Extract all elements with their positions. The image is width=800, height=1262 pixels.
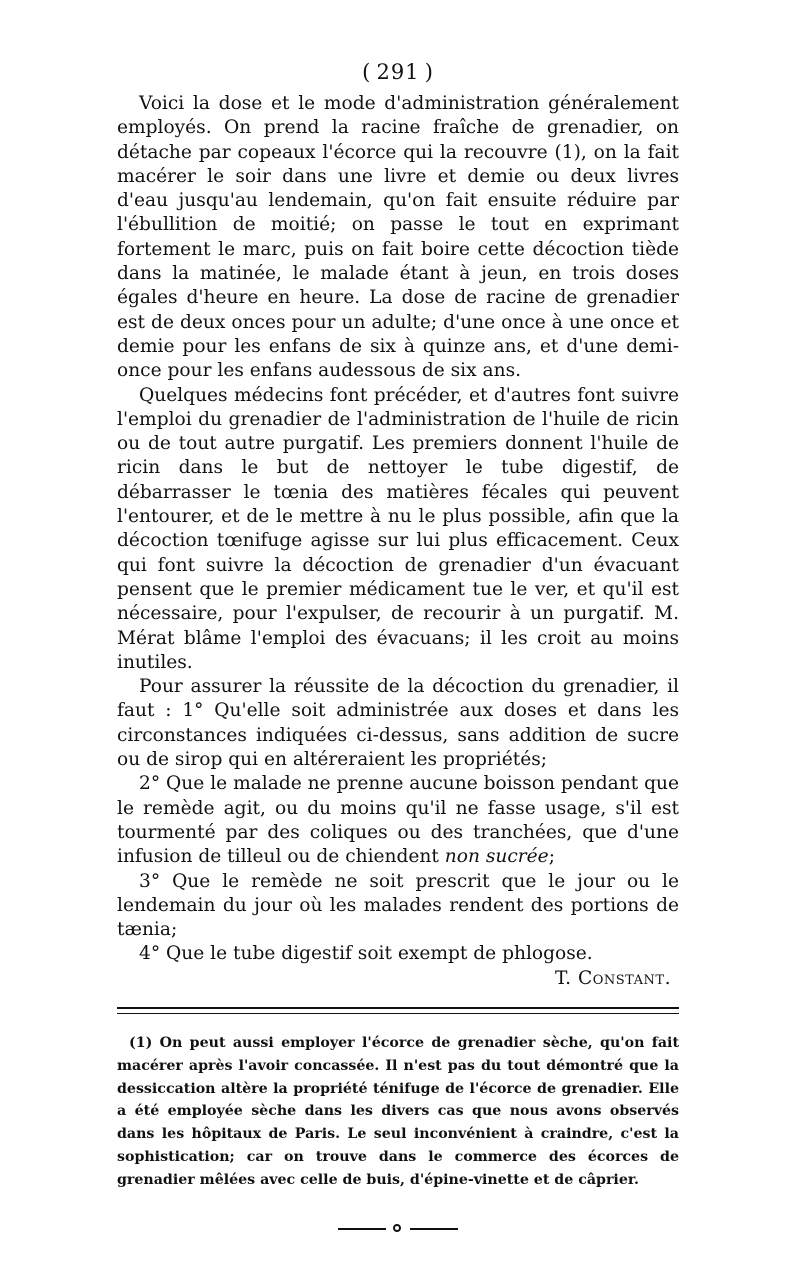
- author-name: Constant.: [578, 967, 671, 989]
- author-signature: [117, 967, 671, 991]
- condition-item-2: [117, 772, 679, 869]
- condition-item-3: 3° Que le remède ne soit prescrit que le jour ou le lendemain du jour où les malades rendent des portions de tænia;: [117, 870, 679, 941]
- page-number: ( 291 ): [362, 60, 434, 84]
- paragraph-dose: Voici la dose et le mode d'administration généralement employés. On prend la racine fraîche de grenadier, on détache par copeaux l'écorce qui la recouvre (1), on la fait macérer le soir dans une livre et demie ou deux livres d'eau jusqu'au lendemain, qu'on fait ensuite réduire par l'ébullition de moitié; on passe le tout en exprimant fortement le marc, puis on fait boire cette décoction tiède dans la matinée, le malade étant à jeun, en trois doses égales d'heure en heure. La dose de racine de grenadier est de deux onces pour un adulte; d'une once à une once et demie pour les enfans de six à quinze ans, et d'une demi-once pour les enfans audessous de six ans.: [117, 93, 679, 382]
- author-initial: T.: [555, 967, 579, 989]
- end-ornament: [338, 1224, 458, 1234]
- ornament-dot: [393, 1224, 401, 1232]
- paragraph-conditions: Pour assurer la réussite de la décoction du grenadier, il faut : 1° Qu'elle soit administrée aux doses et dans les circonstances indiquées ci-dessus, sans addition de sucre ou de sirop qui en altéreraient les propriétés;: [117, 676, 679, 771]
- condition-item-2-text: 2° Que le malade ne prenne aucune boisson pendant que le remède agit, ou du moins qu'il ne fasse usage, s'il est tourmenté par des coliques ou des tranchées, que d'une infusion de tilleul ou de chiendent: [117, 773, 679, 868]
- condition-item-4: 4° Que le tube digestif soit exempt de phlogose.: [139, 943, 593, 965]
- book-page: [117, 58, 679, 1234]
- footnote-rule-thin: [117, 1013, 679, 1014]
- ornament-line-right: [410, 1228, 458, 1230]
- footnote-text: (1) On peut aussi employer l'écorce de grenadier sèche, qu'on fait macérer après l'avoir concassée. Il n'est pas du tout démontré que la dessiccation altère la propriété ténifuge de l'écorce de grenadier. Elle a été employée sèche dans les divers cas que nous avons observés dans les hôpitaux de Paris. Le seul inconvénient à craindre, c'est la sophistication; car on trouve dans le commerce des écorces de grenadier mêlées avec celle de buis, d'épine-vinette et de câprier.: [117, 1034, 679, 1188]
- condition-item-2-emphasis: non sucrée: [444, 846, 549, 868]
- footnote-rule: [117, 1007, 679, 1009]
- condition-item-2-end: ;: [548, 846, 555, 868]
- page-number-value: 291: [376, 60, 420, 84]
- ornament-line-left: [338, 1228, 386, 1230]
- main-text: [117, 92, 679, 967]
- footnote: [117, 1032, 679, 1192]
- paragraph-purgatif: Quelques médecins font précéder, et d'autres font suivre l'emploi du grenadier de l'administration de l'huile de ricin ou de tout autre purgatif. Les premiers donnent l'huile de ricin dans le but de nettoyer le tube digestif, de débarrasser le tœnia des matières fécales qui peuvent l'entourer, et de le mettre à nu le plus possible, afin que la décoction tœnifuge agisse sur lui plus efficacement. Ceux qui font suivre la décoction de grenadier d'un évacuant pensent que le premier médicament tue le ver, et qu'il est nécessaire, pour l'expulser, de recourir à un purgatif. M. Mérat blâme l'emploi des évacuans; il les croit au moins inutiles.: [117, 384, 679, 673]
